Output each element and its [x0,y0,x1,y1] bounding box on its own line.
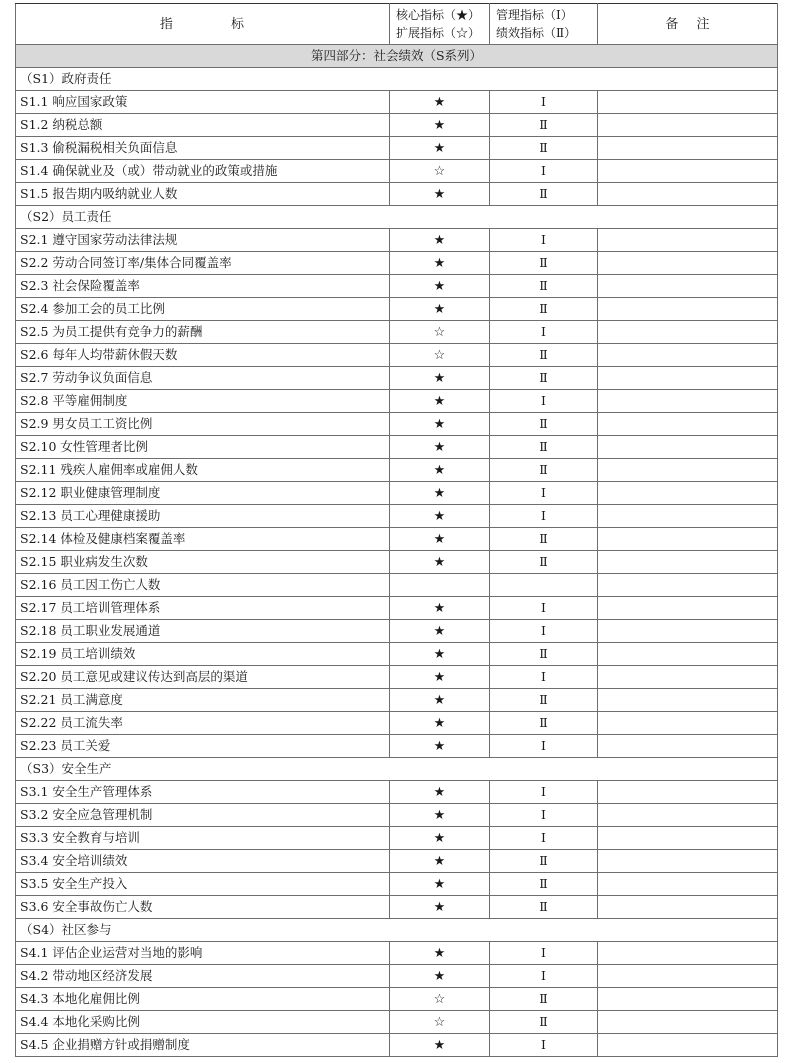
indicator-label: S3.2 安全应急管理机制 [16,804,390,827]
table-row [16,781,778,804]
management-performance-mark: Ⅱ [490,344,598,367]
indicator-label: S2.17 员工培训管理体系 [16,597,390,620]
management-performance-mark: Ⅱ [490,551,598,574]
management-performance-mark: Ⅱ [490,873,598,896]
note-cell [598,505,778,528]
table-row [16,252,778,275]
indicator-label: S1.4 确保就业及（或）带动就业的政策或措施 [16,160,390,183]
management-performance-mark: Ⅱ [490,712,598,735]
indicator-label: S2.12 职业健康管理制度 [16,482,390,505]
management-performance-mark: Ⅱ [490,183,598,206]
table-row [16,827,778,850]
header-indicator: 指 标 [16,4,390,45]
table-row [16,321,778,344]
core-extended-mark: ★ [390,183,490,206]
core-extended-mark: ★ [390,505,490,528]
table-row [16,735,778,758]
indicator-table-body [16,4,778,1057]
table-row [16,597,778,620]
part-title-row [16,45,778,68]
core-extended-mark: ★ [390,482,490,505]
core-extended-mark: ★ [390,620,490,643]
core-extended-mark: ★ [390,896,490,919]
table-row [16,804,778,827]
section-label: （S2）员工责任 [16,206,778,229]
note-cell [598,965,778,988]
indicator-label: S3.3 安全教育与培训 [16,827,390,850]
table-row [16,298,778,321]
management-performance-mark: Ⅱ [490,988,598,1011]
core-extended-mark: ★ [390,689,490,712]
table-row [16,91,778,114]
note-cell [598,344,778,367]
core-extended-mark: ★ [390,735,490,758]
table-row [16,551,778,574]
indicator-label: S2.14 体检及健康档案覆盖率 [16,528,390,551]
management-performance-mark: Ⅱ [490,1011,598,1034]
note-cell [598,413,778,436]
management-performance-mark: Ⅰ [490,390,598,413]
table-header-row [16,4,778,45]
indicator-label: S4.2 带动地区经济发展 [16,965,390,988]
note-cell [598,160,778,183]
management-performance-mark: Ⅰ [490,942,598,965]
management-performance-mark: Ⅱ [490,413,598,436]
table-row [16,1034,778,1057]
table-row [16,482,778,505]
indicator-label: S3.5 安全生产投入 [16,873,390,896]
section-label: （S3）安全生产 [16,758,778,781]
indicator-label: S2.11 残疾人雇佣率或雇佣人数 [16,459,390,482]
indicator-label: S2.8 平等雇佣制度 [16,390,390,413]
header-core-extended [390,4,490,45]
core-extended-mark: ★ [390,137,490,160]
table-row [16,1011,778,1034]
core-extended-mark: ★ [390,666,490,689]
management-performance-mark: Ⅰ [490,666,598,689]
core-extended-mark: ★ [390,252,490,275]
note-cell [598,620,778,643]
management-performance-mark: Ⅱ [490,252,598,275]
management-performance-mark: Ⅰ [490,482,598,505]
header-management-performance [490,4,598,45]
management-performance-mark: Ⅰ [490,965,598,988]
table-row [16,390,778,413]
section-row [16,758,778,781]
table-row [16,160,778,183]
note-cell [598,827,778,850]
core-extended-mark: ★ [390,459,490,482]
section-label: （S1）政府责任 [16,68,778,91]
management-performance-mark: Ⅰ [490,505,598,528]
indicator-label: S2.9 男女员工工资比例 [16,413,390,436]
management-performance-mark: Ⅱ [490,367,598,390]
header-performance-label: 绩效指标（Ⅱ） [496,26,577,40]
indicator-label: S2.1 遵守国家劳动法律法规 [16,229,390,252]
management-performance-mark: Ⅱ [490,896,598,919]
management-performance-mark: Ⅱ [490,850,598,873]
indicator-label: S2.3 社会保险覆盖率 [16,275,390,298]
table-row [16,275,778,298]
note-cell [598,436,778,459]
indicator-label: S2.23 员工关爱 [16,735,390,758]
indicator-label: S4.1 评估企业运营对当地的影响 [16,942,390,965]
core-extended-mark: ★ [390,91,490,114]
indicator-table [15,3,778,1057]
table-row [16,873,778,896]
core-extended-mark: ☆ [390,1011,490,1034]
core-extended-mark: ★ [390,528,490,551]
management-performance-mark: Ⅱ [490,643,598,666]
indicator-label: S2.6 每年人均带薪休假天数 [16,344,390,367]
management-performance-mark: Ⅰ [490,91,598,114]
table-row [16,183,778,206]
management-performance-mark: Ⅰ [490,781,598,804]
core-extended-mark: ★ [390,367,490,390]
core-extended-mark: ★ [390,551,490,574]
indicator-label: S4.5 企业捐赠方针或捐赠制度 [16,1034,390,1057]
note-cell [598,988,778,1011]
management-performance-mark: Ⅱ [490,114,598,137]
table-row [16,574,778,597]
note-cell [598,252,778,275]
header-extended-label: 扩展指标（☆） [396,26,481,40]
header-note: 备 注 [598,4,778,45]
table-row [16,965,778,988]
core-extended-mark: ★ [390,298,490,321]
table-row [16,988,778,1011]
table-row [16,436,778,459]
note-cell [598,367,778,390]
indicator-label: S1.2 纳税总额 [16,114,390,137]
table-row [16,505,778,528]
indicator-label: S1.3 偷税漏税相关负面信息 [16,137,390,160]
management-performance-mark: Ⅱ [490,689,598,712]
note-cell [598,390,778,413]
indicator-label: S2.20 员工意见或建议传达到高层的渠道 [16,666,390,689]
indicator-label: S1.1 响应国家政策 [16,91,390,114]
core-extended-mark: ★ [390,1034,490,1057]
note-cell [598,735,778,758]
indicator-label: S3.1 安全生产管理体系 [16,781,390,804]
core-extended-mark: ☆ [390,160,490,183]
management-performance-mark: Ⅱ [490,436,598,459]
indicator-label: S4.3 本地化雇佣比例 [16,988,390,1011]
core-extended-mark: ★ [390,643,490,666]
core-extended-mark: ★ [390,275,490,298]
header-core-label: 核心指标（★） [396,8,481,22]
note-cell [598,551,778,574]
indicator-label: S2.19 员工培训绩效 [16,643,390,666]
table-row [16,367,778,390]
indicator-label: S1.5 报告期内吸纳就业人数 [16,183,390,206]
core-extended-mark: ★ [390,712,490,735]
indicator-label: S2.15 职业病发生次数 [16,551,390,574]
note-cell [598,597,778,620]
management-performance-mark: Ⅰ [490,321,598,344]
note-cell [598,942,778,965]
management-performance-mark: Ⅱ [490,137,598,160]
management-performance-mark: Ⅰ [490,597,598,620]
indicator-label: S2.2 劳动合同签订率/集体合同覆盖率 [16,252,390,275]
section-row [16,919,778,942]
indicator-label: S4.4 本地化采购比例 [16,1011,390,1034]
note-cell [598,1011,778,1034]
indicator-label: S2.7 劳动争议负面信息 [16,367,390,390]
indicator-label: S2.22 员工流失率 [16,712,390,735]
core-extended-mark: ☆ [390,988,490,1011]
core-extended-mark: ★ [390,114,490,137]
indicator-label: S2.13 员工心理健康援助 [16,505,390,528]
management-performance-mark: Ⅰ [490,229,598,252]
management-performance-mark: Ⅰ [490,735,598,758]
table-row [16,666,778,689]
core-extended-mark: ☆ [390,344,490,367]
section-row [16,68,778,91]
core-extended-mark: ★ [390,804,490,827]
table-row [16,528,778,551]
table-row [16,620,778,643]
core-extended-mark: ★ [390,965,490,988]
indicator-label: S2.5 为员工提供有竞争力的薪酬 [16,321,390,344]
core-extended-mark: ★ [390,229,490,252]
table-row [16,114,778,137]
table-row [16,344,778,367]
table-row [16,896,778,919]
table-row [16,459,778,482]
note-cell [598,275,778,298]
section-label: （S4）社区参与 [16,919,778,942]
management-performance-mark: Ⅰ [490,827,598,850]
management-performance-mark [490,574,598,597]
management-performance-mark: Ⅰ [490,1034,598,1057]
management-performance-mark: Ⅱ [490,528,598,551]
core-extended-mark: ★ [390,436,490,459]
table-row [16,229,778,252]
indicator-label: S3.6 安全事故伤亡人数 [16,896,390,919]
indicator-label: S2.16 员工因工伤亡人数 [16,574,390,597]
note-cell [598,712,778,735]
note-cell [598,896,778,919]
note-cell [598,482,778,505]
note-cell [598,459,778,482]
part-title: 第四部分：社会绩效（S系列） [16,45,778,68]
note-cell [598,298,778,321]
note-cell [598,321,778,344]
management-performance-mark: Ⅰ [490,804,598,827]
core-extended-mark: ★ [390,597,490,620]
core-extended-mark: ★ [390,390,490,413]
note-cell [598,781,778,804]
table-row [16,643,778,666]
note-cell [598,574,778,597]
table-row [16,942,778,965]
indicator-label: S2.18 员工职业发展通道 [16,620,390,643]
note-cell [598,850,778,873]
core-extended-mark: ★ [390,827,490,850]
table-row [16,689,778,712]
note-cell [598,114,778,137]
table-row [16,850,778,873]
table-row [16,712,778,735]
note-cell [598,804,778,827]
note-cell [598,137,778,160]
indicator-label: S2.4 参加工会的员工比例 [16,298,390,321]
core-extended-mark: ☆ [390,321,490,344]
table-row [16,137,778,160]
management-performance-mark: Ⅱ [490,459,598,482]
note-cell [598,183,778,206]
indicator-label: S3.4 安全培训绩效 [16,850,390,873]
note-cell [598,666,778,689]
note-cell [598,91,778,114]
indicator-label: S2.10 女性管理者比例 [16,436,390,459]
note-cell [598,528,778,551]
indicator-label: S2.21 员工满意度 [16,689,390,712]
note-cell [598,873,778,896]
core-extended-mark: ★ [390,873,490,896]
core-extended-mark: ★ [390,850,490,873]
table-row [16,413,778,436]
management-performance-mark: Ⅰ [490,620,598,643]
header-management-label: 管理指标（Ⅰ） [496,8,573,22]
management-performance-mark: Ⅱ [490,298,598,321]
note-cell [598,229,778,252]
note-cell [598,1034,778,1057]
core-extended-mark: ★ [390,781,490,804]
note-cell [598,689,778,712]
note-cell [598,643,778,666]
core-extended-mark: ★ [390,413,490,436]
core-extended-mark [390,574,490,597]
management-performance-mark: Ⅰ [490,160,598,183]
core-extended-mark: ★ [390,942,490,965]
section-row [16,206,778,229]
management-performance-mark: Ⅱ [490,275,598,298]
